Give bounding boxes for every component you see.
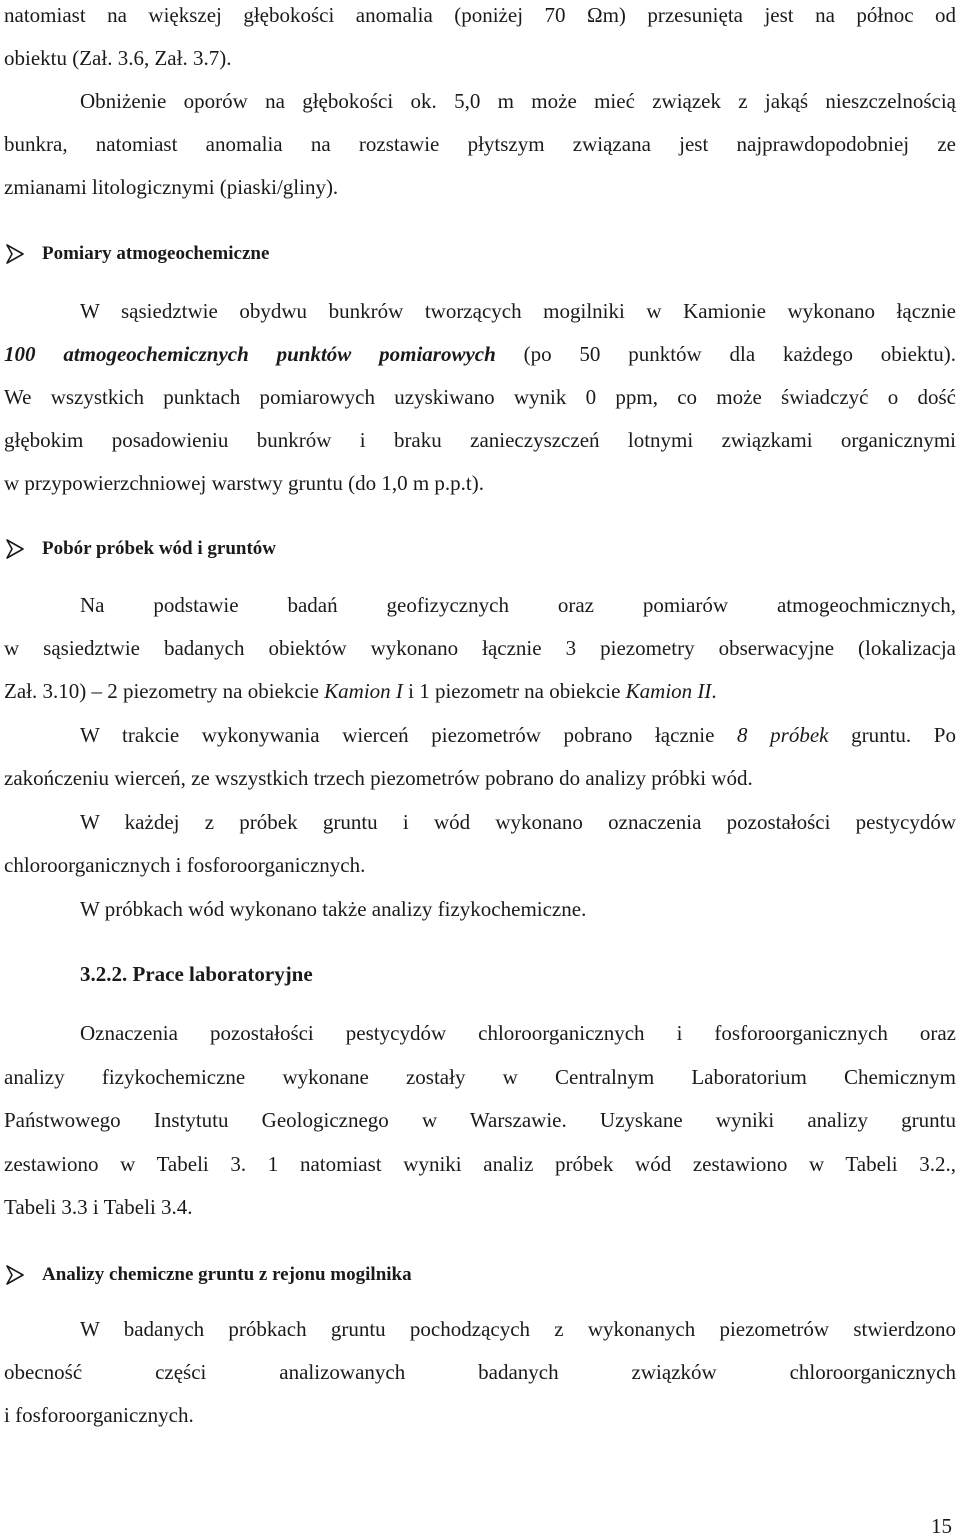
text-line: zmianami litologicznymi (piaski/gliny). bbox=[4, 175, 339, 199]
text-line: W badanych próbkach gruntu pochodzących z wykonanych piezometrów stwierdzono bbox=[80, 1317, 956, 1341]
text-line: natomiast na większej głębokości anomalia (poniżej 70 Ωm) przesunięta jest na północ od bbox=[4, 3, 956, 27]
text-run: Zał. 3.10) – 2 piezometry na obiekcie bbox=[4, 679, 325, 703]
text-run: i 1 piezometr na obiekcie bbox=[402, 679, 626, 703]
italic-text: Kamion II bbox=[625, 679, 712, 703]
text-line: zestawiono w Tabeli 3. 1 natomiast wyniki analiz próbek wód zestawiono w Tabeli 3.2., bbox=[4, 1152, 956, 1176]
section-heading-atmo bbox=[4, 243, 269, 265]
emphasis-text: 100 atmogeochemicznych punktów pomiarowych bbox=[4, 342, 496, 366]
text-line: W próbkach wód wykonano także analizy fizykochemiczne. bbox=[80, 897, 587, 921]
arrow-bullet-icon bbox=[4, 538, 26, 560]
italic-text: Kamion I bbox=[324, 679, 403, 703]
arrow-bullet-icon bbox=[4, 243, 26, 265]
text-line: analizy fizykochemiczne wykonane zostały w Centralnym Laboratorium Chemicznym bbox=[4, 1065, 956, 1089]
text-run: gruntu. Po bbox=[828, 723, 956, 747]
section-heading-sampling bbox=[4, 538, 276, 560]
heading-text: Pobór próbek wód i gruntów bbox=[42, 538, 277, 559]
text-line: We wszystkich punktach pomiarowych uzyskiwano wynik 0 ppm, co może świadczyć o dość bbox=[4, 385, 956, 409]
text-line bbox=[4, 339, 956, 369]
text-line bbox=[80, 720, 956, 750]
italic-text: 8 próbek bbox=[737, 723, 829, 747]
text-line: obecność części analizowanych badanych związków chloroorganicznych bbox=[4, 1360, 956, 1384]
text-line: w sąsiedztwie badanych obiektów wykonano łącznie 3 piezometry obserwacyjne (lokalizacja bbox=[4, 636, 956, 660]
section-heading-soil bbox=[4, 1264, 412, 1286]
text-line bbox=[4, 676, 956, 706]
text-line: chloroorganicznych i fosforoorganicznych. bbox=[4, 853, 366, 877]
text-line: głębokim posadowieniu bunkrów i braku zanieczyszczeń lotnymi związkami organicznymi bbox=[4, 428, 956, 452]
text-line: W każdej z próbek gruntu i wód wykonano oznaczenia pozostałości pestycydów bbox=[80, 810, 956, 834]
text-line: Na podstawie badań geofizycznych oraz pomiarów atmogeochmicznych, bbox=[80, 593, 956, 617]
text-run: (po 50 punktów dla każdego obiektu). bbox=[495, 342, 956, 366]
text-line: W sąsiedztwie obydwu bunkrów tworzących mogilniki w Kamionie wykonano łącznie bbox=[80, 299, 956, 323]
text-line: bunkra, natomiast anomalia na rozstawie płytszym związana jest najprawdopodobniej ze bbox=[4, 132, 956, 156]
text-line: i fosforoorganicznych. bbox=[4, 1403, 194, 1427]
arrow-bullet-icon bbox=[4, 1264, 26, 1286]
text-line: zakończeniu wierceń, ze wszystkich trzech piezometrów pobrano do analizy próbki wód. bbox=[4, 766, 753, 790]
text-line: Tabeli 3.3 i Tabeli 3.4. bbox=[4, 1195, 193, 1219]
heading-text: Pomiary atmogeochemiczne bbox=[42, 243, 270, 264]
text-line: obiektu (Zał. 3.6, Zał. 3.7). bbox=[4, 46, 232, 70]
text-line: w przypowierzchniowej warstwy gruntu (do 1,0 m p.p.t). bbox=[4, 471, 484, 495]
text-line: Państwowego Instytutu Geologicznego w Warszawie. Uzyskane wyniki analizy gruntu bbox=[4, 1108, 956, 1132]
text-line: Obniżenie oporów na głębokości ok. 5,0 m może mieć związek z jakąś nieszczelnością bbox=[80, 89, 956, 113]
section-heading-lab: 3.2.2. Prace laboratoryjne bbox=[80, 962, 313, 986]
text-run: . bbox=[711, 679, 717, 703]
text-run: W trakcie wykonywania wierceń piezometrów pobrano łącznie bbox=[80, 723, 738, 747]
page-number: 15 bbox=[931, 1514, 952, 1538]
text-line: Oznaczenia pozostałości pestycydów chloroorganicznych i fosforoorganicznych oraz bbox=[80, 1021, 956, 1045]
heading-text: Analizy chemiczne gruntu z rejonu mogilnika bbox=[42, 1264, 412, 1285]
